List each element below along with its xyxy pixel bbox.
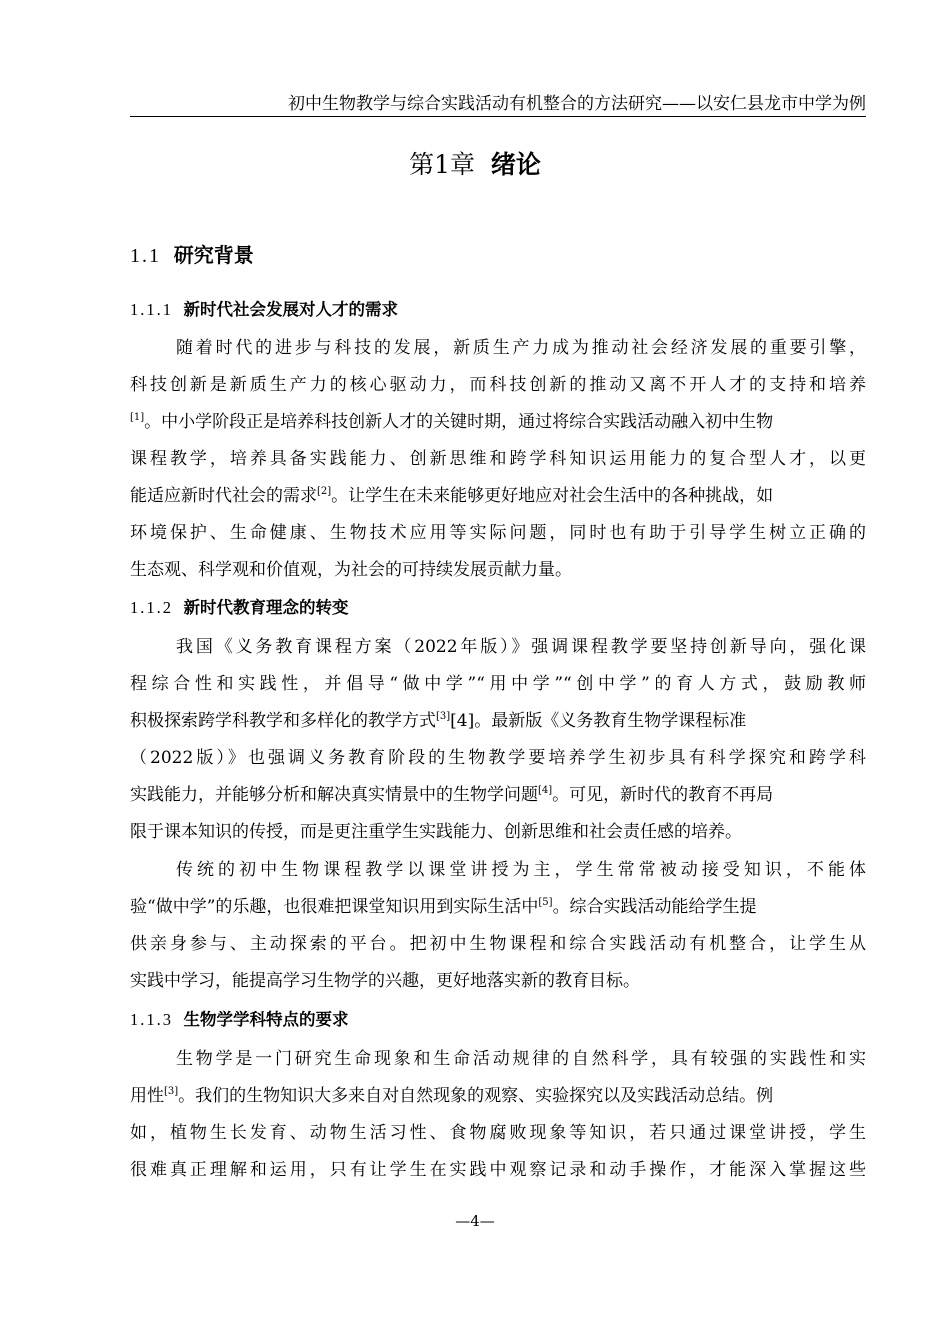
citation: [4] (538, 785, 553, 796)
section-1-1-3-heading (130, 1007, 349, 1033)
paragraph-line: 供亲身参与、主动探索的平台。把初中生物课程和综合实践活动有机整合，让学生从 (130, 934, 866, 954)
paragraph-line: 程综合性和实践性，并倡导“做中学”“用中学”“创中学”的育人方式，鼓励教师 (130, 674, 866, 694)
section-title: 新时代社会发展对人才的需求 (183, 300, 398, 319)
citation: [3] (436, 711, 451, 722)
section-number: 1.1.3 (130, 1010, 173, 1029)
paragraph-line: 验“做中学”的乐趣，也很难把课堂知识用到实际生活中[5]。综合实践活动能给学生提 (130, 897, 757, 917)
paragraph-line: 环境保护、生命健康、生物技术应用等实际问题，同时也有助于引导学生树立正确的 (130, 523, 866, 543)
paragraph-line: 我国《义务教育课程方案（2022年版）》强调课程教学要坚持创新导向，强化课 (176, 637, 866, 657)
paragraph-line: 如，植物生长发育、动物生活习性、食物腐败现象等知识，若只通过课堂讲授，学生 (130, 1123, 866, 1143)
running-header: 初中生物教学与综合实践活动有机整合的方法研究——以安仁县龙市中学为例 (288, 94, 866, 114)
paragraph-line: [1]。中小学阶段正是培养科技创新人才的关键时期，通过将综合实践活动融入初中生物 (130, 412, 774, 432)
citation: [2] (317, 486, 332, 497)
section-1-1-heading (130, 240, 254, 271)
paragraph-line: 生物学是一门研究生命现象和生命活动规律的自然科学，具有较强的实践性和实 (176, 1049, 866, 1069)
section-title: 研究背景 (173, 243, 254, 267)
chapter-label: 第1章 (409, 150, 475, 179)
citation: [1] (130, 412, 145, 423)
paragraph-line: 随着时代的进步与科技的发展，新质生产力成为推动社会经济发展的重要引擎， (176, 338, 866, 358)
header-rule (130, 116, 866, 117)
paragraph-line: 很难真正理解和运用，只有让学生在实践中观察记录和动手操作，才能深入掌握这些 (130, 1160, 866, 1180)
section-number: 1.1.2 (130, 598, 173, 617)
paragraph-line: 传统的初中生物课程教学以课堂讲授为主，学生常常被动接受知识，不能体 (176, 860, 866, 880)
chapter-name: 绪论 (490, 150, 541, 179)
citation: [3] (164, 1086, 179, 1097)
citation: [5] (538, 897, 553, 908)
paragraph-line: 能适应新时代社会的需求[2]。让学生在未来能够更好地应对社会生活中的各种挑战，如 (130, 486, 774, 506)
paragraph-line: 用性[3]。我们的生物知识大多来自对自然现象的观察、实验探究以及实践活动总结。例 (130, 1086, 774, 1106)
paragraph-line: 积极探索跨学科教学和多样化的教学方式[3][4]。最新版《义务教育生物学课程标准 (130, 711, 747, 731)
page-number: —4— (455, 1212, 495, 1230)
paragraph-line: 课程教学，培养具备实践能力、创新思维和跨学科知识运用能力的复合型人才，以更 (130, 449, 866, 469)
section-title: 新时代教育理念的转变 (183, 598, 349, 617)
section-1-1-1-heading (130, 297, 398, 323)
section-number: 1.1.1 (130, 300, 173, 319)
paragraph-line: 实践能力，并能够分析和解决真实情景中的生物学问题[4]。可见，新时代的教育不再局 (130, 785, 774, 805)
paragraph-line: 限于课本知识的传授，而是更注重学生实践能力、创新思维和社会责任感的培养。 (130, 822, 742, 842)
chapter-title (0, 148, 950, 182)
section-number: 1.1 (130, 245, 161, 267)
paragraph-line: 生态观、科学观和价值观，为社会的可持续发展贡献力量。 (130, 560, 572, 580)
paragraph-line: （2022版）》也强调义务教育阶段的生物教学要培养学生初步具有科学探究和跨学科 (130, 748, 866, 768)
section-1-1-2-heading (130, 595, 349, 621)
section-title: 生物学学科特点的要求 (183, 1010, 349, 1029)
paragraph-line: 实践中学习，能提高学习生物学的兴趣，更好地落实新的教育目标。 (130, 971, 640, 991)
paragraph-line: 科技创新是新质生产力的核心驱动力，而科技创新的推动又离不开人才的支持和培养 (130, 375, 866, 395)
